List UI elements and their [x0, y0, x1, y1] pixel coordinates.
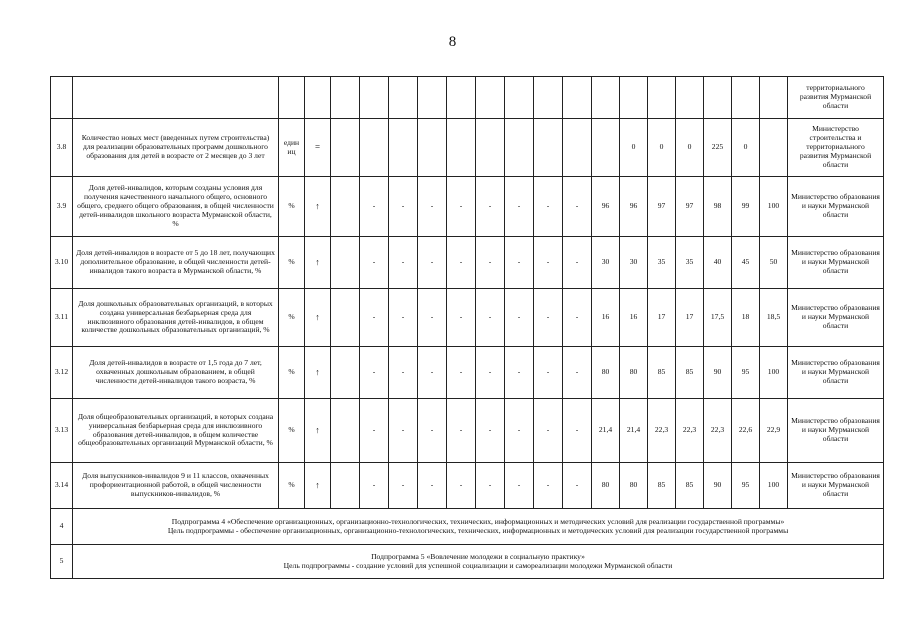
- table-row: [51, 177, 884, 237]
- year-value-cell: [331, 347, 360, 399]
- year-value-cell: [563, 77, 592, 119]
- year-value-cell: -: [476, 399, 505, 463]
- indicator-name: Доля детей-инвалидов в возрасте от 1,5 года до 7 лет, охваченных дошкольным образованием, в общей численности детей-инвалидов такого возраста, %: [73, 347, 279, 399]
- target-value-cell: 18: [732, 289, 760, 347]
- unit-cell: %: [279, 237, 305, 289]
- target-value-cell: 80: [592, 463, 620, 509]
- year-value-cell: [534, 77, 563, 119]
- target-value-cell: 35: [648, 237, 676, 289]
- row-number: 3.11: [51, 289, 73, 347]
- responsible-org: Министерство образования и науки Мурманской области: [788, 237, 884, 289]
- target-value-cell: 0: [732, 119, 760, 177]
- year-value-cell: -: [447, 177, 476, 237]
- target-value-cell: 80: [592, 347, 620, 399]
- year-value-cell: -: [476, 289, 505, 347]
- indicator-name: [73, 77, 279, 119]
- year-value-cell: -: [534, 399, 563, 463]
- year-value-cell: -: [534, 289, 563, 347]
- row-number: 3.14: [51, 463, 73, 509]
- unit-cell: %: [279, 399, 305, 463]
- year-value-cell: [360, 77, 389, 119]
- responsible-org: Министерство образования и науки Мурманской области: [788, 289, 884, 347]
- responsible-org: территориального развития Мурманской области: [788, 77, 884, 119]
- year-value-cell: [505, 77, 534, 119]
- year-value-cell: -: [389, 347, 418, 399]
- year-value-cell: -: [505, 289, 534, 347]
- trend-arrow-icon: ↑: [315, 366, 320, 377]
- year-value-cell: -: [418, 399, 447, 463]
- year-value-cell: -: [534, 237, 563, 289]
- year-value-cell: -: [563, 399, 592, 463]
- indicator-name: Доля детей-инвалидов в возрасте от 5 до 18 лет, получающих дополнительное образование, в общей численности детей-инвалидов такого возраста в Мурманской области, %: [73, 237, 279, 289]
- target-value-cell: 0: [620, 119, 648, 177]
- target-value-cell: 0: [676, 119, 704, 177]
- target-value-cell: 85: [676, 347, 704, 399]
- subprogram-goal: Цель подпрограммы - обеспечение организационных, организационно-технологических, технических, информационных и методических условий для реализации государственной программы: [167, 525, 789, 535]
- year-value-cell: -: [418, 237, 447, 289]
- year-value-cell: -: [476, 177, 505, 237]
- subprogram-row: [51, 545, 884, 579]
- year-value-cell: -: [476, 463, 505, 509]
- target-value-cell: [620, 77, 648, 119]
- target-value-cell: 22,9: [760, 399, 788, 463]
- subprogram-title: Подпрограмма 4 «Обеспечение организационных, организационно-технологических, технических, информационных и методических условий для реализации государственной программы»: [171, 516, 785, 526]
- year-value-cell: -: [505, 463, 534, 509]
- year-value-cell: [389, 77, 418, 119]
- subprogram-description: [73, 509, 884, 545]
- year-value-cell: -: [447, 463, 476, 509]
- target-value-cell: 30: [620, 237, 648, 289]
- target-value-cell: 95: [732, 463, 760, 509]
- year-value-cell: -: [360, 289, 389, 347]
- year-value-cell: -: [418, 177, 447, 237]
- year-value-cell: [476, 119, 505, 177]
- target-value-cell: 97: [648, 177, 676, 237]
- subprogram-row: [51, 509, 884, 545]
- year-value-cell: [389, 119, 418, 177]
- year-value-cell: -: [505, 347, 534, 399]
- table-row: [51, 237, 884, 289]
- row-number: 3.9: [51, 177, 73, 237]
- target-value-cell: 21,4: [592, 399, 620, 463]
- year-value-cell: -: [534, 463, 563, 509]
- target-value-cell: 100: [760, 463, 788, 509]
- year-value-cell: -: [360, 347, 389, 399]
- trend-arrow-icon: ↑: [315, 424, 320, 435]
- year-value-cell: [331, 177, 360, 237]
- target-value-cell: 96: [620, 177, 648, 237]
- subprogram-goal: Цель подпрограммы - создание условий для успешной социализации и самореализации молодежи Мурманской области: [283, 560, 673, 570]
- row-number: 3.13: [51, 399, 73, 463]
- trend-sign-cell: [305, 463, 331, 509]
- year-value-cell: [447, 119, 476, 177]
- year-value-cell: [505, 119, 534, 177]
- year-value-cell: [418, 119, 447, 177]
- subprogram-number: 4: [51, 509, 73, 545]
- target-value-cell: 85: [676, 463, 704, 509]
- target-value-cell: 40: [704, 237, 732, 289]
- trend-sign-cell: [305, 119, 331, 177]
- target-value-cell: 100: [760, 177, 788, 237]
- year-value-cell: [331, 399, 360, 463]
- target-value-cell: 80: [620, 347, 648, 399]
- trend-sign-cell: [305, 399, 331, 463]
- table-row: [51, 77, 884, 119]
- year-value-cell: -: [563, 289, 592, 347]
- responsible-org: Министерство образования и науки Мурманской области: [788, 177, 884, 237]
- unit-cell: %: [279, 347, 305, 399]
- year-value-cell: -: [447, 289, 476, 347]
- target-value-cell: 22,3: [704, 399, 732, 463]
- table-row: [51, 463, 884, 509]
- responsible-org: Министерство строительства и территориального развития Мурманской области: [788, 119, 884, 177]
- year-value-cell: [360, 119, 389, 177]
- target-value-cell: 90: [704, 347, 732, 399]
- unit-cell: един иц: [279, 119, 305, 177]
- subprogram-title: Подпрограмма 5 «Вовлечение молодежи в социальную практику»: [371, 551, 585, 561]
- target-value-cell: 16: [620, 289, 648, 347]
- target-value-cell: 45: [732, 237, 760, 289]
- year-value-cell: -: [505, 237, 534, 289]
- target-value-cell: 22,6: [732, 399, 760, 463]
- target-value-cell: [732, 77, 760, 119]
- indicator-name: Доля выпускников-инвалидов 9 и 11 классов, охваченных профориентационной работой, в общей численности выпускников-инвалидов, %: [73, 463, 279, 509]
- target-value-cell: 17,5: [704, 289, 732, 347]
- subprogram-number: 5: [51, 545, 73, 579]
- target-value-cell: 35: [676, 237, 704, 289]
- indicators-table: [50, 76, 884, 579]
- page-number: 8: [448, 34, 457, 50]
- unit-cell: %: [279, 177, 305, 237]
- trend-sign-cell: [305, 289, 331, 347]
- year-value-cell: [534, 119, 563, 177]
- trend-arrow-icon: ↑: [315, 479, 320, 490]
- trend-arrow-icon: =: [314, 141, 321, 152]
- target-value-cell: 90: [704, 463, 732, 509]
- target-value-cell: 17: [676, 289, 704, 347]
- trend-sign-cell: [305, 77, 331, 119]
- target-value-cell: 22,3: [676, 399, 704, 463]
- target-value-cell: 98: [704, 177, 732, 237]
- year-value-cell: [476, 77, 505, 119]
- row-number: 3.10: [51, 237, 73, 289]
- year-value-cell: -: [563, 237, 592, 289]
- trend-arrow-icon: ↑: [315, 256, 320, 267]
- target-value-cell: [704, 77, 732, 119]
- year-value-cell: -: [389, 399, 418, 463]
- target-value-cell: [592, 119, 620, 177]
- year-value-cell: -: [534, 347, 563, 399]
- year-value-cell: -: [505, 399, 534, 463]
- year-value-cell: -: [447, 347, 476, 399]
- target-value-cell: 96: [592, 177, 620, 237]
- target-value-cell: 50: [760, 237, 788, 289]
- trend-sign-cell: [305, 237, 331, 289]
- indicator-name: Количество новых мест (введенных путем строительства) для реализации образовательных программ дошкольного образования для детей в возрасте от 2 месяцев до 3 лет: [73, 119, 279, 177]
- responsible-org: Министерство образования и науки Мурманской области: [788, 347, 884, 399]
- year-value-cell: -: [418, 347, 447, 399]
- trend-sign-cell: [305, 347, 331, 399]
- target-value-cell: 85: [648, 347, 676, 399]
- year-value-cell: [331, 289, 360, 347]
- year-value-cell: -: [389, 237, 418, 289]
- target-value-cell: 21,4: [620, 399, 648, 463]
- responsible-org: Министерство образования и науки Мурманской области: [788, 463, 884, 509]
- year-value-cell: -: [563, 177, 592, 237]
- indicator-name: Доля детей-инвалидов, которым созданы условия для получения качественного начального общего, основного общего, среднего общего образования, в общей численности детей-инвалидов школьного возраста Мурманской области, %: [73, 177, 279, 237]
- table-row: [51, 119, 884, 177]
- indicator-name: Доля общеобразовательных организаций, в которых создана универсальная безбарьерная среда для инклюзивного образования детей-инвалидов, в общем количестве общеобразовательных организаций Мурманской области, %: [73, 399, 279, 463]
- year-value-cell: -: [389, 289, 418, 347]
- target-value-cell: 225: [704, 119, 732, 177]
- year-value-cell: [331, 119, 360, 177]
- target-value-cell: 100: [760, 347, 788, 399]
- target-value-cell: [760, 77, 788, 119]
- target-value-cell: 95: [732, 347, 760, 399]
- year-value-cell: -: [360, 463, 389, 509]
- year-value-cell: [447, 77, 476, 119]
- target-value-cell: 17: [648, 289, 676, 347]
- table-row: [51, 399, 884, 463]
- table-row: [51, 289, 884, 347]
- unit-cell: %: [279, 289, 305, 347]
- year-value-cell: [331, 237, 360, 289]
- year-value-cell: -: [534, 177, 563, 237]
- target-value-cell: 22,3: [648, 399, 676, 463]
- responsible-org: Министерство образования и науки Мурманской области: [788, 399, 884, 463]
- target-value-cell: 97: [676, 177, 704, 237]
- row-number: 3.8: [51, 119, 73, 177]
- year-value-cell: -: [447, 399, 476, 463]
- year-value-cell: -: [389, 177, 418, 237]
- year-value-cell: [563, 119, 592, 177]
- indicator-name: Доля дошкольных образовательных организаций, в которых создана универсальная безбарьерная среда для инклюзивного образования детей-инвалидов, в общем количестве дошкольных образовательных организаций, %: [73, 289, 279, 347]
- target-value-cell: 0: [648, 119, 676, 177]
- row-number: 3.12: [51, 347, 73, 399]
- target-value-cell: 80: [620, 463, 648, 509]
- year-value-cell: [331, 77, 360, 119]
- row-number: [51, 77, 73, 119]
- target-value-cell: 18,5: [760, 289, 788, 347]
- target-value-cell: [760, 119, 788, 177]
- target-value-cell: [676, 77, 704, 119]
- target-value-cell: 99: [732, 177, 760, 237]
- year-value-cell: -: [505, 177, 534, 237]
- year-value-cell: -: [447, 237, 476, 289]
- trend-arrow-icon: ↑: [315, 200, 320, 211]
- target-value-cell: 30: [592, 237, 620, 289]
- year-value-cell: -: [360, 237, 389, 289]
- target-value-cell: [648, 77, 676, 119]
- table-row: [51, 347, 884, 399]
- year-value-cell: -: [360, 399, 389, 463]
- target-value-cell: 85: [648, 463, 676, 509]
- trend-sign-cell: [305, 177, 331, 237]
- year-value-cell: -: [476, 347, 505, 399]
- year-value-cell: -: [389, 463, 418, 509]
- unit-cell: %: [279, 463, 305, 509]
- year-value-cell: [418, 77, 447, 119]
- year-value-cell: -: [563, 463, 592, 509]
- target-value-cell: 16: [592, 289, 620, 347]
- year-value-cell: -: [563, 347, 592, 399]
- subprogram-description: [73, 545, 884, 579]
- target-value-cell: [592, 77, 620, 119]
- trend-arrow-icon: ↑: [315, 311, 320, 322]
- year-value-cell: -: [360, 177, 389, 237]
- year-value-cell: -: [418, 289, 447, 347]
- year-value-cell: [331, 463, 360, 509]
- year-value-cell: -: [476, 237, 505, 289]
- unit-cell: [279, 77, 305, 119]
- year-value-cell: -: [418, 463, 447, 509]
